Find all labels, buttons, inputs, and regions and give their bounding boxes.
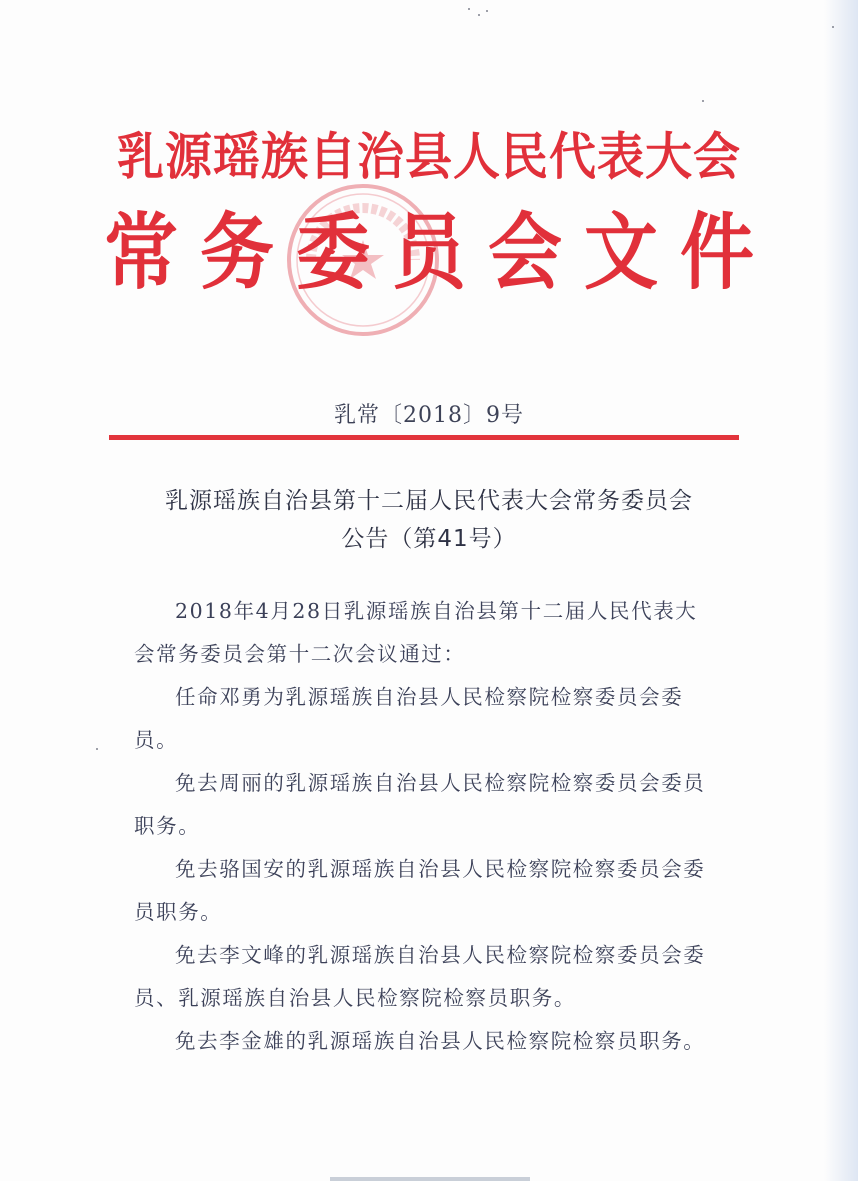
issuing-authority-title: 乳源瑶族自治县人民代表大会 [117, 127, 741, 188]
scan-bottom-strip [330, 1177, 530, 1181]
scan-speck [96, 748, 98, 750]
scan-speck [478, 14, 480, 16]
scan-speck [702, 100, 704, 102]
body-paragraph: 免去骆国安的乳源瑶族自治县人民检察院检察委员会委员职务。 [134, 857, 706, 924]
announcement-body [134, 590, 709, 1063]
body-paragraph: 免去周丽的乳源瑶族自治县人民检察院检察委员会委员职务。 [134, 771, 706, 838]
document-type-title: 常务委员会文件 [104, 204, 776, 302]
body-paragraph: 任命邓勇为乳源瑶族自治县人民检察院检察委员会委员。 [134, 685, 684, 752]
scan-speck [832, 26, 834, 28]
announcement-subtitle: 公告（第41号） [341, 526, 517, 552]
scan-speck [468, 8, 470, 10]
scan-speck [486, 10, 488, 12]
announcement-title: 乳源瑶族自治县第十二届人民代表大会常务委员会 [165, 488, 693, 514]
red-header-rule [109, 435, 739, 440]
body-paragraph: 免去李金雄的乳源瑶族自治县人民检察院检察员职务。 [175, 1029, 706, 1053]
body-paragraph: 免去李文峰的乳源瑶族自治县人民检察院检察委员会委员、乳源瑶族自治县人民检察院检察员职务。 [134, 943, 706, 1010]
document-number: 乳常〔2018〕9号 [334, 403, 524, 428]
body-paragraph: 2018年4月28日乳源瑶族自治县第十二届人民代表大会常务委员会第十二次会议通过： [134, 599, 698, 666]
